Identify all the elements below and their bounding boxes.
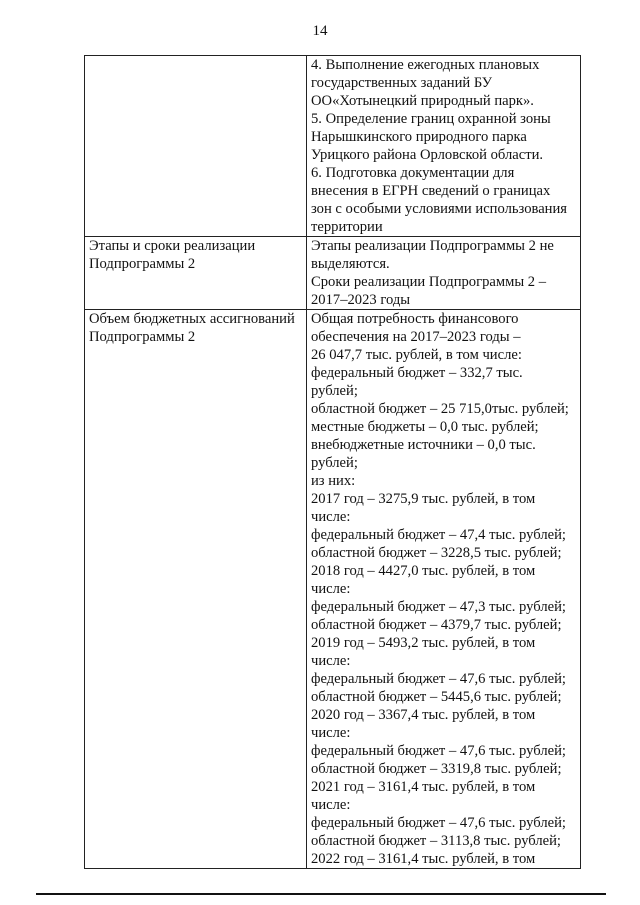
content-line: 5. Определение границ охранной зоны <box>311 111 551 127</box>
content-line: Урицкого района Орловской области. <box>311 147 544 163</box>
content-line: из них: <box>311 473 356 489</box>
content-line: Этапы реализации Подпрограммы 2 не <box>311 238 554 254</box>
content-line: местные бюджеты – 0,0 тыс. рублей; <box>311 419 539 435</box>
content-line: 2017 год – 3275,9 тыс. рублей, в том <box>311 491 536 507</box>
content-line: 2019 год – 5493,2 тыс. рублей, в том <box>311 635 536 651</box>
content-line: федеральный бюджет – 47,6 тыс. рублей; <box>311 671 566 687</box>
content-line: 2022 год – 3161,4 тыс. рублей, в том <box>311 851 536 867</box>
table-row <box>85 310 581 869</box>
content-line: обеспечения на 2017–2023 годы – <box>311 329 521 345</box>
content-line: ОО«Хотынецкий природный парк». <box>311 93 534 109</box>
content-line: Сроки реализации Подпрограммы 2 – <box>311 274 547 290</box>
content-line: федеральный бюджет – 47,4 тыс. рублей; <box>311 527 566 543</box>
content-line: внебюджетные источники – 0,0 тыс. <box>311 437 536 453</box>
content-line: рублей; <box>311 383 358 399</box>
content-line: числе: <box>311 725 351 741</box>
content-line: федеральный бюджет – 332,7 тыс. <box>311 365 523 381</box>
content-line: областной бюджет – 3228,5 тыс. рублей; <box>311 545 562 561</box>
content-line: государственных заданий БУ <box>311 75 493 91</box>
table-row <box>85 56 581 237</box>
row-content-cell <box>307 310 581 869</box>
content-line: числе: <box>311 509 351 525</box>
page-number: 14 <box>312 23 328 39</box>
content-line: 2020 год – 3367,4 тыс. рублей, в том <box>311 707 536 723</box>
content-line: федеральный бюджет – 47,3 тыс. рублей; <box>311 599 566 615</box>
content-line: Общая потребность финансового <box>311 311 519 327</box>
table-row <box>85 237 581 310</box>
row-label-cell <box>85 310 307 869</box>
label-line: Подпрограммы 2 <box>89 329 196 345</box>
content-line: областной бюджет – 3113,8 тыс. рублей; <box>311 833 561 849</box>
content-line: зон с особыми условиями использования <box>311 201 568 217</box>
content-line: областной бюджет – 5445,6 тыс. рублей; <box>311 689 562 705</box>
content-line: 26 047,7 тыс. рублей, в том числе: <box>311 347 522 363</box>
content-line: Нарышкинского природного парка <box>311 129 527 145</box>
content-line: внесения в ЕГРН сведений о границах <box>311 183 551 199</box>
content-line: числе: <box>311 581 351 597</box>
content-line: числе: <box>311 797 351 813</box>
row-content-cell <box>307 237 581 310</box>
label-line: Подпрограммы 2 <box>89 256 196 272</box>
row-label-cell <box>85 56 307 237</box>
content-line: областной бюджет – 3319,8 тыс. рублей; <box>311 761 562 777</box>
content-line: федеральный бюджет – 47,6 тыс. рублей; <box>311 743 566 759</box>
content-line: 6. Подготовка документации для <box>311 165 515 181</box>
content-line: 4. Выполнение ежегодных плановых <box>311 57 540 73</box>
label-line: Этапы и сроки реализации <box>89 238 256 254</box>
content-line: областной бюджет – 4379,7 тыс. рублей; <box>311 617 562 633</box>
content-line: 2018 год – 4427,0 тыс. рублей, в том <box>311 563 536 579</box>
content-line: выделяются. <box>311 256 390 272</box>
content-line: территории <box>311 219 383 235</box>
bottom-rule <box>36 893 606 895</box>
content-line: 2017–2023 годы <box>311 292 411 308</box>
content-line: 2021 год – 3161,4 тыс. рублей, в том <box>311 779 536 795</box>
content-line: областной бюджет – 25 715,0тыс. рублей; <box>311 401 569 417</box>
content-line: федеральный бюджет – 47,6 тыс. рублей; <box>311 815 566 831</box>
content-line: числе: <box>311 653 351 669</box>
row-content-cell <box>307 56 581 237</box>
content-line: рублей; <box>311 455 358 471</box>
passport-table <box>84 55 581 869</box>
label-line: Объем бюджетных ассигнований <box>89 311 295 327</box>
row-label-cell <box>85 237 307 310</box>
